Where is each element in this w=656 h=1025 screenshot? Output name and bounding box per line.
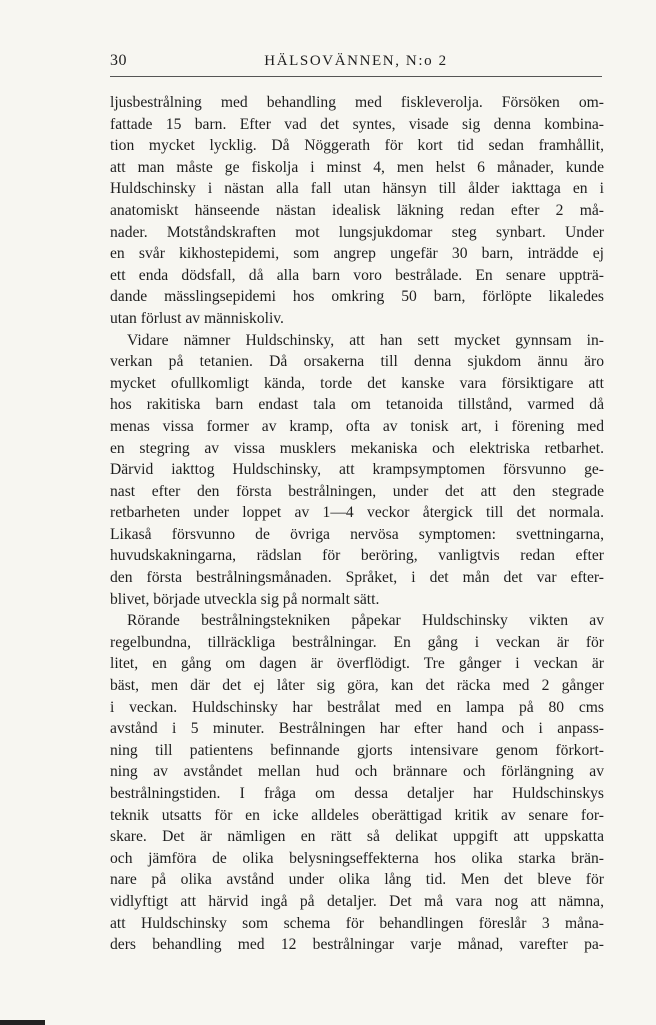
text-line: skare. Det är nämligen en rätt så delikat uppgift att uppskatta [110, 828, 604, 846]
running-head: HÄLSOVÄNNEN, N:o 2 [264, 53, 448, 69]
text-line: bestrålningstiden. I fråga om dessa detaljer har Huldschinskys [110, 785, 604, 802]
text-line: ders behandling med 12 bestrålningar varje månad, varefter pa- [110, 936, 604, 954]
text-line: litet, en gång om dagen är överflödigt. Tre gånger i veckan är [110, 655, 604, 673]
text-line: ljusbestrålning med behandling med fiskleverolja. Försöken om- [110, 94, 604, 111]
text-line: hos rakitiska barn endast tala om tetanoida tillstånd, varmed då [110, 396, 604, 414]
text-line: ning till patientens befinnande gjorts intensivare genom förkort- [110, 741, 604, 759]
text-line: utan förlust av människoliv. [110, 309, 284, 327]
text-line: avstånd i 5 minuter. Bestrålningen har efter hand och i anpass- [110, 720, 604, 738]
body-text [110, 92, 604, 956]
text-line: mycket ofullkomligt kända, torde det kanske vara försiktigare att [110, 374, 604, 392]
text-line: Rörande bestrålningstekniken påpekar Huldschinsky vikten av [127, 612, 604, 630]
scan-edge-mark [0, 1020, 45, 1025]
text-line: att man måste ge fiskolja i minst 4, men helst 6 månader, kunde [110, 158, 604, 176]
text-line: vidlyftigt att härvid ingå på detaljer. Det må vara nog att nämna, [110, 892, 604, 910]
text-line: i veckan. Huldschinsky har bestrålat med en lampa på 80 cms [110, 698, 604, 716]
text-line: Likaså försvunno de övriga nervösa symptomen: svettningarna, [110, 525, 604, 543]
text-line: ning av avståndet mellan hud och brännare och förlängning av [110, 763, 604, 781]
text-line: dande mässlingsepidemi hos omkring 50 barn, förlöpte likaledes [110, 288, 604, 306]
text-line: att Huldschinsky som schema för behandlingen föreslår 3 måna- [110, 914, 604, 932]
page-header [110, 50, 602, 77]
text-line: nare på olika avstånd under olika lång tid. Men det bleve för [110, 871, 604, 889]
text-line: nader. Motståndskraften mot lungsjukdomar steg synbart. Under [110, 223, 604, 241]
text-line: blivet, började utveckla sig på normalt sätt. [110, 590, 380, 608]
text-line: teknik utsatts för en icke alldeles oberättigad kritik av senare for- [110, 806, 604, 824]
text-line: tion mycket lycklig. Då Nöggerath för kort tid sedan framhållit, [110, 137, 604, 155]
text-line: den första bestrålningsmånaden. Språket, i det mån det var efter- [110, 569, 604, 587]
text-line: bäst, men där det ej låter sig göra, kan det räcka med 2 gånger [110, 677, 604, 695]
text-line: Huldschinsky i nästan alla fall utan hänsyn till ålder iakttaga en i [110, 180, 604, 198]
text-line: fattade 15 barn. Efter vad det syntes, visade sig denna kombina- [110, 115, 604, 133]
text-line: en svår kikhostepidemi, som angrep ungefär 30 barn, inträdde ej [110, 245, 604, 263]
text-line: menas vissa former av kramp, ofta av tonisk art, i förening med [110, 417, 604, 435]
text-line: nast efter den första bestrålningen, under det att den stegrade [110, 482, 604, 500]
text-line: ett enda dödsfall, då alla barn voro bestrålade. En senare uppträ- [110, 266, 604, 284]
text-line: Därvid iakttog Huldschinsky, att krampsymptomen försvunno ge- [110, 461, 604, 479]
page-number: 30 [110, 52, 127, 69]
text-line: anatomiskt hänseende nästan idealisk läkning redan efter 2 må- [110, 201, 604, 219]
text-line: verkan på tetanien. Då orsakerna till denna sjukdom ännu äro [110, 353, 604, 371]
text-line: och jämföra de olika belysningseffekterna hos olika starka brän- [110, 849, 604, 867]
text-line: retbarheten under loppet av 1—4 veckor återgick till det normala. [110, 504, 604, 522]
text-line: regelbundna, tillräckliga bestrålningar. En gång i veckan är för [110, 633, 604, 651]
text-line: en stegring av vissa musklers mekaniska och elektriska retbarhet. [110, 439, 604, 457]
text-line: Vidare nämner Huldschinsky, att han sett mycket gynnsam in- [127, 331, 604, 349]
text-line: huvudskakningarna, rädslan för beröring, vanligtvis redan efter [110, 547, 604, 565]
